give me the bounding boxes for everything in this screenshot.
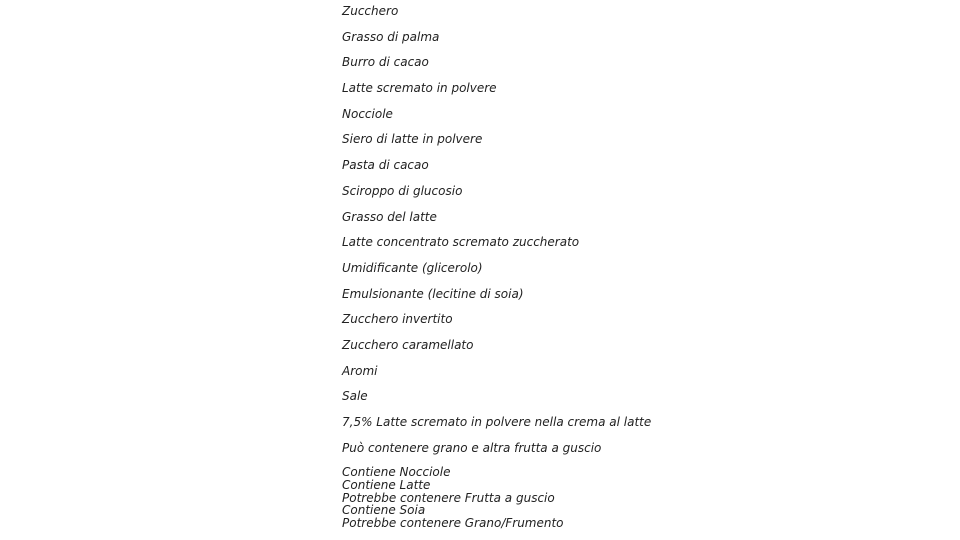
ingredient-item: Sale [342,389,368,404]
ingredient-item: Zucchero invertito [342,312,453,327]
allergen-item: Contiene Latte [342,477,431,492]
allergen-item: Potrebbe contenere Frutta a guscio [342,490,555,505]
ingredient-item: Burro di cacao [342,55,429,70]
ingredient-item: 7,5% Latte scremato in polvere nella crema al latte [342,415,652,429]
ingredient-item: Nocciole [342,106,393,121]
ingredient-item: Zucchero [342,4,399,18]
allergen-list [342,466,564,530]
ingredient-item: Latte concentrato scremato zuccherato [342,235,580,250]
allergen-item: Contiene Nocciole [342,465,451,479]
ingredient-item: Latte scremato in polvere [342,81,497,96]
ingredient-item: Umidificante (glicerolo) [342,260,483,275]
ingredient-list [342,0,651,462]
ingredient-item: Pasta di cacao [342,158,429,173]
ingredient-item: Zucchero caramellato [342,337,474,352]
ingredient-item: Grasso del latte [342,209,437,224]
allergen-item: Potrebbe contenere Grano/Frumento [342,516,564,531]
ingredient-item: Emulsionante (lecitine di soia) [342,286,524,301]
allergen-item: Contiene Soia [342,503,426,518]
ingredient-item: Grasso di palma [342,29,440,44]
ingredient-item: Può contenere grano e altra frutta a guscio [342,440,602,455]
ingredient-item: Siero di latte in polvere [342,132,483,147]
ingredient-item: Aromi [342,363,378,378]
ingredient-item: Sciroppo di glucosio [342,183,463,198]
